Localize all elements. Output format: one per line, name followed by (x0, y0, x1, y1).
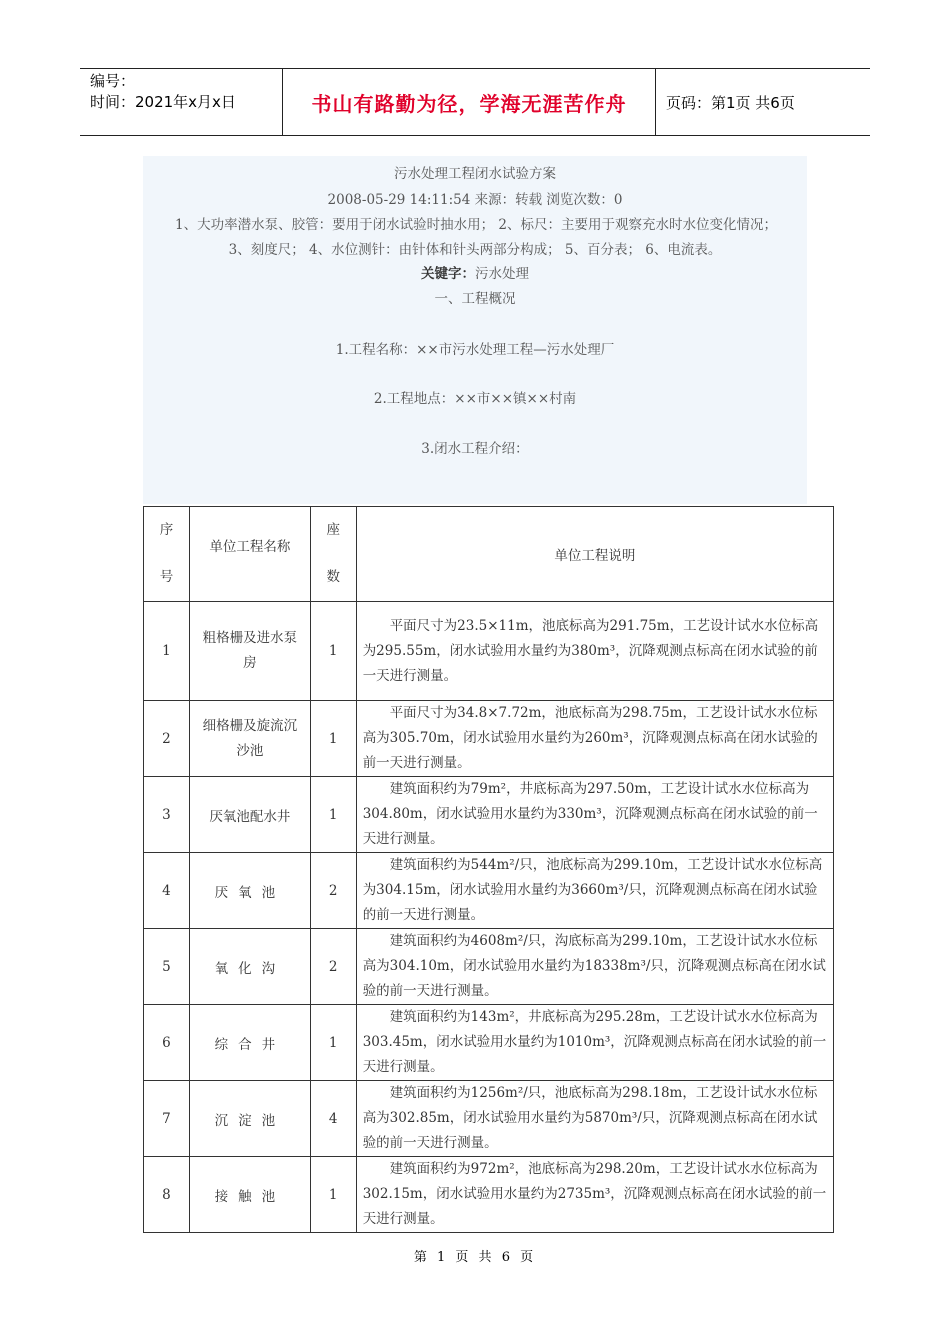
project-intro: 3.闭水工程介绍： (421, 441, 529, 457)
row-desc (356, 1157, 833, 1233)
row-desc-text: 建筑面积约为972m²，池底标高为298.20m，工艺设计试水水位标高为302.15m，闭水试验用水量约为2735m³，沉降观测点标高在闭水试验的前一天进行测量。 (362, 1161, 827, 1227)
row-no: 8 (144, 1157, 190, 1233)
project-name: 1.工程名称：××市污水处理工程—污水处理厂 (335, 342, 615, 358)
row-desc-text: 平面尺寸为23.5×11m，池底标高为291.75m，工艺设计试水水位标高为295.55m，闭水试验用水量约为380m³，沉降观测点标高在闭水试验的前一天进行测量。 (362, 617, 819, 684)
keyword-value: 污水处理 (475, 266, 529, 282)
unit-project-table (143, 506, 834, 1233)
header-no-2: 号 (159, 569, 174, 585)
row-name: 厌氧池 (189, 853, 310, 929)
row-desc (356, 602, 833, 701)
row-name: 厌氧池配水井 (189, 777, 310, 853)
header-no-1: 序 (159, 522, 174, 538)
article-keywords (143, 262, 807, 282)
row-name: 综合井 (189, 1005, 310, 1081)
row-desc (356, 1005, 833, 1081)
row-desc-text: 建筑面积约为79m²，井底标高为297.50m，工艺设计试水水位标高为304.80m，闭水试验用水量约为330m³，沉降观测点标高在闭水试验的前一天进行测量。 (362, 781, 818, 847)
table-row (144, 701, 834, 777)
row-desc-text: 建筑面积约为1256m²/只，池底标高为298.18m，工艺设计试水水位标高为302.85m，闭水试验用水量约为5870m³/只，沉降观测点标高在闭水试验的前一天进行测量。 (362, 1085, 818, 1151)
table-row (144, 929, 834, 1005)
row-name: 细格栅及旋流沉沙池 (189, 701, 310, 777)
table-row (144, 602, 834, 701)
project-location: 2.工程地点：××市××镇××村南 (373, 391, 577, 407)
article-summary-line2: 3、刻度尺； 4、水位测针：由针体和针头两部分构成； 5、百分表； 6、电流表。 (228, 242, 722, 258)
row-no: 1 (144, 602, 190, 701)
row-desc (356, 929, 833, 1005)
row-no: 7 (144, 1081, 190, 1157)
doc-number-label: 编号： (90, 72, 136, 90)
header-no (144, 507, 190, 602)
table-row (144, 1157, 834, 1233)
row-no: 5 (144, 929, 190, 1005)
row-count: 1 (310, 777, 356, 853)
row-count: 1 (310, 1005, 356, 1081)
row-count: 1 (310, 602, 356, 701)
row-count: 2 (310, 929, 356, 1005)
row-name: 粗格栅及进水泵房 (189, 602, 310, 701)
header-count-2: 数 (326, 569, 340, 585)
row-name: 沉淀池 (189, 1081, 310, 1157)
row-no: 4 (144, 853, 190, 929)
header-meta (80, 69, 282, 135)
header-page-number: 页码：第1页 共6页 (666, 93, 795, 112)
header-count (310, 507, 356, 602)
page-header (80, 68, 870, 136)
row-desc-text: 建筑面积约为143m²，井底标高为295.28m，工艺设计试水水位标高为303.45m，闭水试验用水量约为1010m³，沉降观测点标高在闭水试验的前一天进行测量。 (362, 1009, 827, 1075)
table-header-row (144, 507, 834, 602)
header-name: 单位工程名称 (189, 507, 310, 602)
table-row (144, 853, 834, 929)
header-motto: 书山有路勤为径，学海无涯苦作舟 (282, 69, 656, 135)
row-desc (356, 853, 833, 929)
table-row (144, 1005, 834, 1081)
table-row (144, 777, 834, 853)
row-no: 6 (144, 1005, 190, 1081)
row-count: 2 (310, 853, 356, 929)
row-no: 2 (144, 701, 190, 777)
keyword-label: 关键字： (421, 266, 475, 282)
article-block (143, 156, 807, 504)
row-desc-text: 建筑面积约为544m²/只，池底标高为299.10m，工艺设计试水水位标高为304.15m，闭水试验用水量约为3660m³/只，沉降观测点标高在闭水试验的前一天进行测量。 (362, 857, 823, 923)
row-count: 1 (310, 1157, 356, 1233)
section-heading: 一、工程概况 (434, 291, 516, 307)
row-desc-text: 平面尺寸为34.8×7.72m，池底标高为298.75m，工艺设计试水水位标高为305.70m，闭水试验用水量约为260m³，沉降观测点标高在闭水试验的前一天进行测量。 (362, 705, 818, 771)
article-meta: 2008-05-29 14:11:54 来源：转载 浏览次数：0 (327, 192, 623, 208)
article-title: 污水处理工程闭水试验方案 (394, 166, 556, 182)
row-desc (356, 777, 833, 853)
row-desc (356, 701, 833, 777)
header-desc: 单位工程说明 (356, 507, 833, 602)
doc-time-label: 时间：2021年x月x日 (90, 93, 236, 111)
row-count: 4 (310, 1081, 356, 1157)
page-footer: 第 1 页 共 6 页 (413, 1250, 537, 1265)
row-no: 3 (144, 777, 190, 853)
row-desc-text: 建筑面积约为4608m²/只，沟底标高为299.10m，工艺设计试水水位标高为304.10m，闭水试验用水量约为18338m³/只，沉降观测点标高在闭水试验的前一天进行测量。 (362, 933, 826, 999)
table-row (144, 1081, 834, 1157)
article-summary-line1: 1、大功率潜水泵、胶管：要用于闭水试验时抽水用； 2、标尺：主要用于观察充水时水位变化情况； (175, 217, 777, 233)
row-name: 接触池 (189, 1157, 310, 1233)
row-name: 氧化沟 (189, 929, 310, 1005)
row-desc (356, 1081, 833, 1157)
header-count-1: 座 (326, 522, 340, 538)
row-count: 1 (310, 701, 356, 777)
